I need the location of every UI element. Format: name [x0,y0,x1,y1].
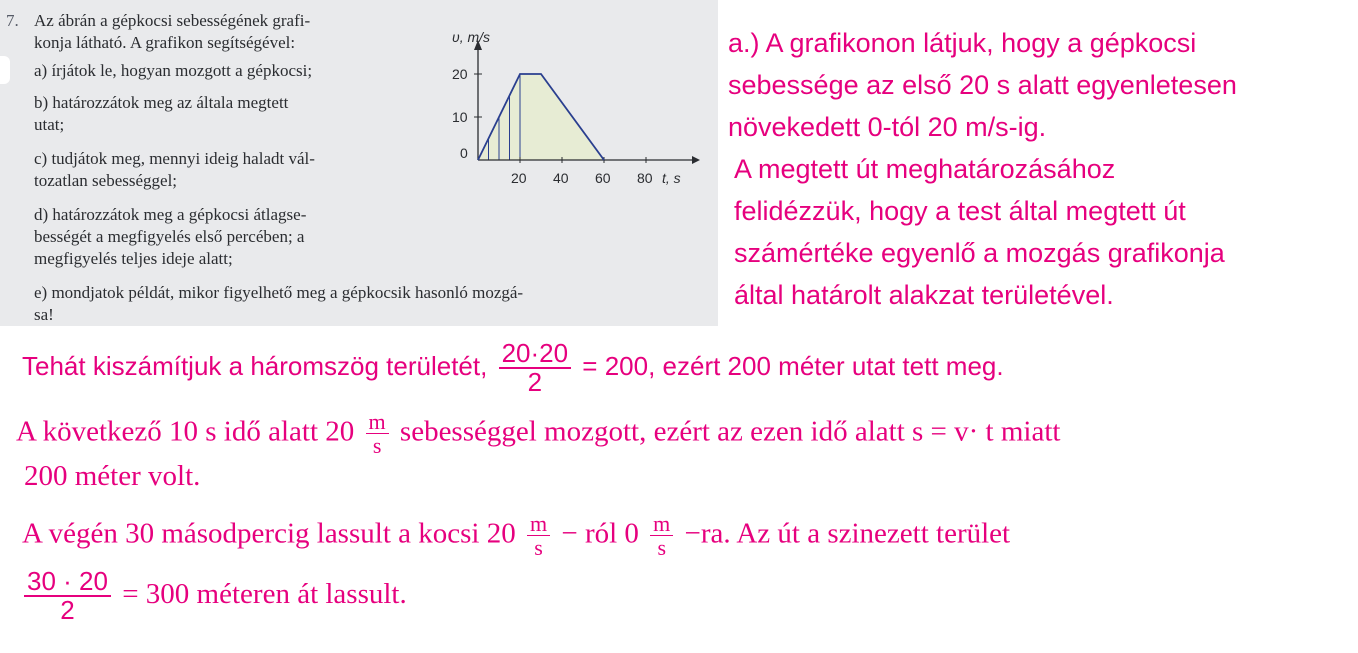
line2-pre: A következő 10 s idő alatt 20 [16,415,355,448]
line4-post: −ra. Az út a szinezett terület [684,517,1011,550]
unit-numerator: m [527,512,550,536]
exercise-intro: Az ábrán a gépkocsi sebességének grafi- konja látható. A grafikon segítségével: [34,11,311,52]
x-axis-label: t, s [662,170,681,186]
line1-post: = 200, ezért 200 méter utat tett meg. [582,351,1004,382]
unit-m-per-s [527,512,550,559]
line2-post: sebességgel mozgott, ezért az ezen idő alatt s = v· t miatt [399,415,1061,448]
answer-line-200m: 200 méter volt. [24,460,201,492]
unit-numerator: m [650,512,673,536]
question-d: d) határozzátok meg a gépkocsi átlagse- bességét a megfigyelés első percében; a megfigyelés teljes ideje alatt; [34,205,307,268]
question-c: c) tudjátok meg, mennyi ideig haladt vál- tozatlan sebességgel; [34,149,315,190]
x-tick-label-20: 20 [511,170,527,186]
unit-denominator: s [534,535,543,561]
y-tick-label-10: 10 [452,109,468,125]
unit-m-per-s [650,512,673,559]
fraction-20x20-over-2 [499,340,572,397]
fraction-denominator: 2 [60,595,75,626]
unit-denominator: s [657,535,667,561]
question-b: b) határozzátok meg az általa megtett utat; [34,93,289,134]
answer-line-constant [16,410,1060,457]
line4-pre: A végén 30 másodpercig lassult a kocsi 20 [22,517,516,550]
line1-pre: Tehát kiszámítjuk a háromszög területét, [22,351,488,382]
textbook-scan [0,0,718,326]
y-tick-label-0: 0 [460,145,468,161]
x-tick-label-40: 40 [553,170,569,186]
fraction-30x20-over-2 [24,568,111,625]
graph-fill-layer [478,74,604,160]
answer-line-decel [22,512,1010,559]
line4-mid: − ról 0 [561,517,639,550]
y-axis-label: υ, m/s [452,29,491,45]
answer-a-part1: a.) A grafikonon látjuk, hogy a gépkocsi sebessége az első 20 s alatt egyenletesen növekedett 0-tól 20 m/s-ig. [728,28,1237,142]
x-axis-arrow [692,156,700,164]
velocity-time-graph [440,26,710,196]
unit-m-per-s [366,410,389,457]
exercise-number: 7. [6,11,19,30]
scan-edge-mark [0,56,10,84]
fraction-numerator: 20·20 [499,340,572,369]
fraction-numerator: 30 · 20 [24,568,111,597]
unit-denominator: s [372,433,382,459]
question-e: e) mondjatok példát, mikor figyelhető meg a gépkocsik hasonló mozgá- sa! [34,283,524,324]
y-tick-label-20: 20 [452,66,468,82]
x-tick-label-60: 60 [595,170,611,186]
question-a: a) írjátok le, hogyan mozgott a gépkocsi; [34,61,313,80]
fraction-denominator: 2 [527,367,543,398]
answer-line-triangle [22,340,1004,397]
line5-post: = 300 méteren át lassult. [122,577,407,610]
unit-numerator: m [366,410,389,434]
area-fill [478,74,604,160]
x-tick-label-80: 80 [637,170,653,186]
answer-a-part2: A megtett út meghatározásához felidézzük, hogy a test által megtett út számértéke egyenlő a mozgás grafikonja által határolt alakzat területével. [734,154,1225,310]
answer-line-300m [20,568,407,625]
